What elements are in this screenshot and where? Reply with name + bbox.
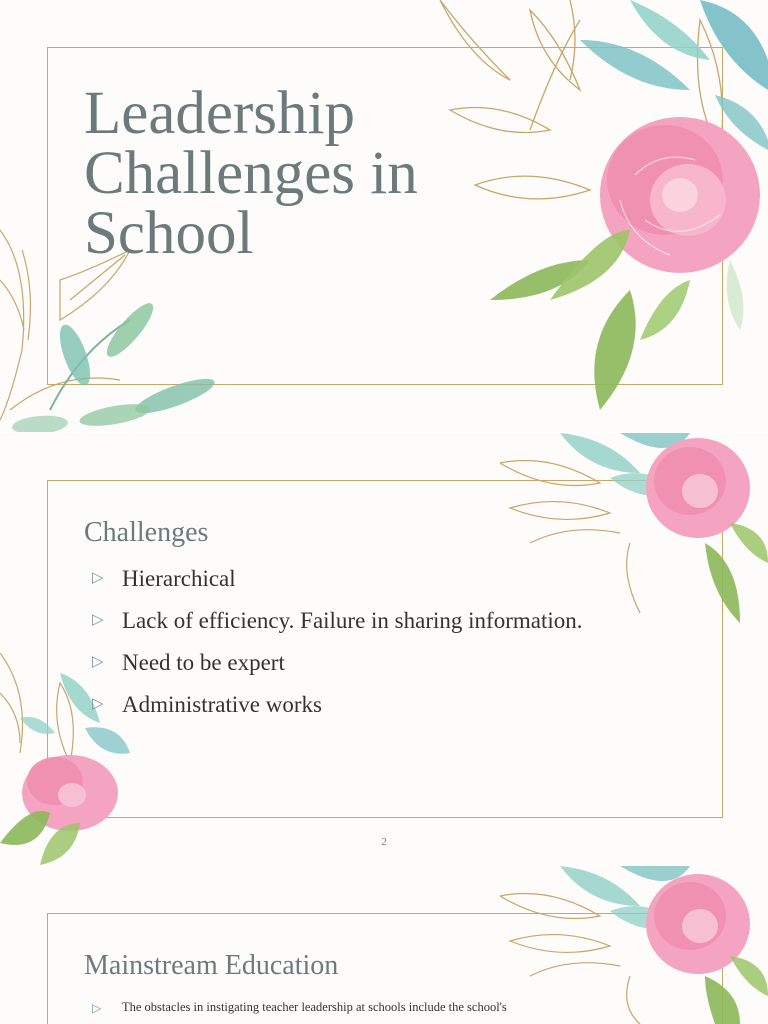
triangle-bullet-icon: ▷ [92, 1001, 102, 1015]
list-item-text: Hierarchical [122, 566, 236, 591]
body-paragraph [92, 996, 652, 1018]
list-item [92, 566, 582, 608]
paragraph-text: The obstacles in instigating teacher leadership at schools include the school's [122, 1000, 507, 1014]
challenges-list [92, 566, 582, 734]
list-item-text: Administrative works [122, 692, 322, 717]
list-item-text: Need to be expert [122, 650, 285, 675]
triangle-bullet-icon: ▷ [92, 570, 104, 586]
list-item-text: Lack of efficiency. Failure in sharing information. [122, 608, 583, 633]
list-item [92, 608, 582, 650]
page-number: 2 [381, 836, 387, 848]
slide-heading: Challenges [84, 517, 209, 548]
list-item [92, 650, 582, 692]
triangle-bullet-icon: ▷ [92, 696, 104, 712]
floral-bouquet-decoration [430, 0, 768, 420]
title-slide[interactable] [0, 0, 768, 432]
list-item [92, 692, 582, 734]
triangle-bullet-icon: ▷ [92, 612, 104, 628]
slide-heading: Mainstream Education [84, 950, 339, 981]
triangle-bullet-icon: ▷ [92, 654, 104, 670]
presentation-title: Leadership Challenges in School [84, 80, 418, 267]
